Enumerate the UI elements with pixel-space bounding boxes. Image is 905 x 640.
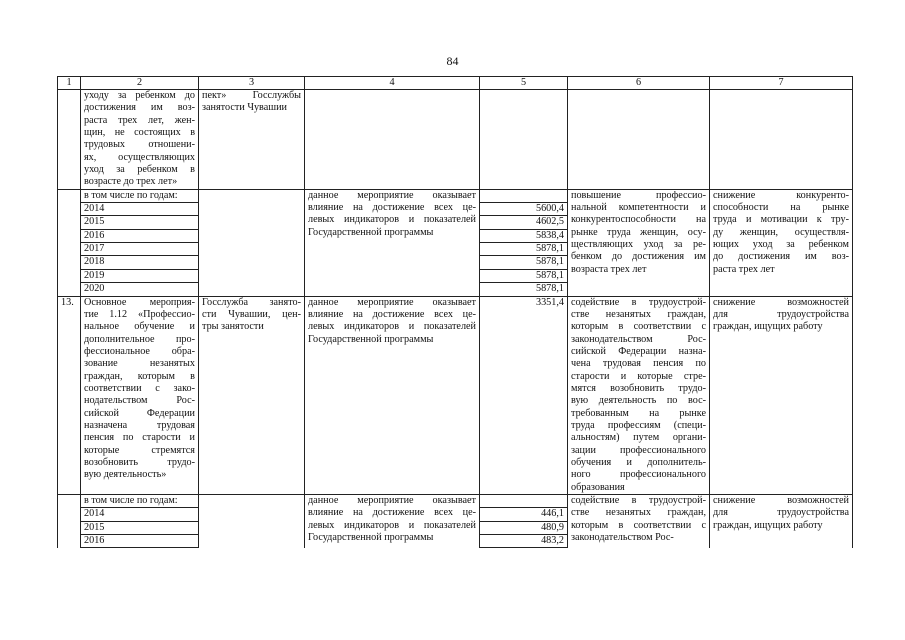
year-cell: 2016 [81,229,199,242]
cell-text-line: раста трех лет [713,263,775,275]
cell-text-line: обучения и дополнитель- [571,456,706,468]
cell-text-line: граждан, ищущих работу [713,519,823,531]
cell-text-line: для трудоустройства [713,308,849,320]
cell-text-line: до достижения им воз- [713,251,849,263]
table-row [58,90,853,190]
cell-text-line: левых индикаторов и показателей [308,321,476,333]
consequence-cell [710,495,853,548]
cell-text-line: рынке труда женщин, осу- [571,226,706,238]
year-cell: 2019 [81,269,199,282]
column-number-row [58,77,853,90]
cell-text-line: труда и мотивации к тру- [713,214,849,226]
cell-text-line: пенсия по старости и [84,432,195,444]
cell-text-line: ного профессионального [571,469,706,481]
cell-text-line: Основное мероприя- [84,296,195,308]
impact-cell [305,90,480,190]
cell-text-line: Государственной программы [308,226,434,238]
cell-text-line: труда профессиям (специ- [571,419,706,431]
funding-cell [480,90,568,190]
program-table [57,76,853,548]
table-row [58,495,853,508]
cell-text-line: Госслужба занято- [202,296,301,308]
year-cell: 2017 [81,243,199,256]
cell-text-line: зации профессионального [571,444,706,456]
cell-text-line: Государственной программы [308,532,434,544]
year-cell: 2014 [81,203,199,216]
cell-text-line: которым в соответствии с [571,519,706,531]
cell-text-line: левых индикаторов и показателей [308,214,476,226]
cell-text-line: сийской Федерации назна- [571,345,706,357]
column-header: 5 [480,77,568,90]
cell-text-line: возраста трех лет [571,263,647,275]
cell-text-line: данное мероприятие оказывает [308,189,476,201]
years-label-cell: в том числе по годам: [81,189,199,202]
cell-text-line: нальное обучение и [84,321,195,333]
impact-cell [305,189,480,296]
cell-text-line: повышение профессио- [571,189,706,201]
year-cell: 2016 [81,535,199,548]
table-row [58,296,853,495]
column-header: 7 [710,77,853,90]
cell-text-line: бенком до достижения им [571,251,706,263]
result-cell [568,90,710,190]
amount-cell: 5878,1 [480,269,568,282]
executor-cell [199,189,305,296]
consequence-cell [710,189,853,296]
amount-cell: 480,9 [480,521,568,534]
cell-text-line: раста трех лет, жен- [84,114,195,126]
column-header: 6 [568,77,710,90]
cell-text-line: вую деятельность» [84,469,167,481]
cell-text-line: граждан, которым в [84,370,195,382]
year-cell: 2015 [81,521,199,534]
column-header: 3 [199,77,305,90]
row-number-cell [58,189,81,296]
result-cell [568,495,710,548]
cell-text-line: уход за ребенком в [84,164,195,176]
cell-text-line: стве незанятых граждан, [571,308,706,320]
cell-text-line: альностям) путем органи- [571,432,706,444]
cell-text-line: ду женщин, осуществля- [713,226,849,238]
cell-text-line: пект» Госслужбы [202,90,301,101]
cell-text-line: законодательством Рос- [571,532,674,544]
cell-text-line: влияние на достижение всех це- [308,308,476,320]
cell-text-line: конкурентоспособности на [571,214,706,226]
measure-name-cell [81,90,199,190]
cell-text-line: тры занятости [202,321,264,333]
row-number-cell [58,495,81,548]
column-header: 2 [81,77,199,90]
cell-text-line: законодательством Рос- [571,333,706,345]
cell-text-line: сийской Федерации [84,407,195,419]
cell-text-line: тие 1.12 «Профессио- [84,308,195,320]
cell-text-line: фессиональное обра- [84,345,195,357]
cell-text-line: способности на рынке [713,202,849,214]
cell-text-line: ях, осуществляющих [84,151,195,163]
amount-cell: 4602,5 [480,216,568,229]
column-header: 1 [58,77,81,90]
cell-text-line: возрасте до трех лет» [84,176,178,188]
consequence-cell [710,296,853,495]
cell-text-line: данное мероприятие оказывает [308,296,476,308]
funding-cell [480,189,568,202]
cell-text-line: достижения им воз- [84,102,195,114]
executor-cell [199,90,305,190]
executor-cell [199,495,305,548]
cell-text-line: содействие в трудоустрой- [571,296,706,308]
funding-cell [480,495,568,508]
cell-text-line: соответствии с зако- [84,382,195,394]
cell-text-line: мятся возобновить трудо- [571,382,706,394]
cell-text-line: которым в соответствии с [571,321,706,333]
executor-cell [199,296,305,495]
cell-text-line: вую деятельность по вос- [571,395,706,407]
result-cell [568,296,710,495]
cell-text-line: Государственной программы [308,333,434,345]
cell-text-line: граждан, ищущих работу [713,321,823,333]
amount-cell: 5878,1 [480,256,568,269]
cell-text-line: образования [571,481,625,493]
cell-text-line: возобновить трудо- [84,456,195,468]
cell-text-line: стве незанятых граждан, [571,507,706,519]
cell-text-line: старости и которые стре- [571,370,706,382]
amount-cell: 5600,4 [480,203,568,216]
cell-text-line: сти Чувашии, цен- [202,308,301,320]
cell-text-line: зование незанятых [84,358,195,370]
cell-text-line: чена трудовая пенсия по [571,358,706,370]
cell-text-line: дополнительное про- [84,333,195,345]
cell-text-line: занятости Чувашии [202,102,287,114]
consequence-cell [710,90,853,190]
amount-cell: 5878,1 [480,283,568,296]
cell-text-line: уходу за ребенком до [84,90,195,101]
total-funding-cell: 3351,4 [480,296,568,495]
column-header: 4 [305,77,480,90]
cell-text-line: нальной компетентности и [571,202,706,214]
cell-text-line: которые стремятся [84,444,195,456]
cell-text-line: снижение конкуренто- [713,189,849,201]
cell-text-line: содействие в трудоустрой- [571,495,706,506]
year-cell: 2015 [81,216,199,229]
table-row [58,189,853,202]
cell-text-line: снижение возможностей [713,495,849,506]
cell-text-line: данное мероприятие оказывает [308,495,476,506]
cell-text-line: нодательством Рос- [84,395,195,407]
cell-text-line: для трудоустройства [713,507,849,519]
cell-text-line: щин, не состоящих в [84,127,195,139]
result-cell [568,189,710,296]
row-number-cell [58,90,81,190]
cell-text-line: трудовых отношени- [84,139,195,151]
impact-cell [305,495,480,548]
year-cell: 2018 [81,256,199,269]
cell-text-line: левых индикаторов и показателей [308,519,476,531]
cell-text-line: снижение возможностей [713,296,849,308]
cell-text-line: ющих уход за ребенком [713,239,849,251]
year-cell: 2014 [81,508,199,521]
measure-name-cell [81,296,199,495]
impact-cell [305,296,480,495]
amount-cell: 483,2 [480,535,568,548]
cell-text-line: назначена трудовая [84,419,195,431]
amount-cell: 5838,4 [480,229,568,242]
amount-cell: 5878,1 [480,243,568,256]
cell-text-line: требованным на рынке [571,407,706,419]
row-number-cell: 13. [58,296,81,495]
years-label-cell: в том числе по годам: [81,495,199,508]
year-cell: 2020 [81,283,199,296]
cell-text-line: влияние на достижение всех це- [308,202,476,214]
amount-cell: 446,1 [480,508,568,521]
cell-text-line: влияние на достижение всех це- [308,507,476,519]
cell-text-line: ществляющих уход за ре- [571,239,706,251]
page-number: 84 [446,54,459,68]
